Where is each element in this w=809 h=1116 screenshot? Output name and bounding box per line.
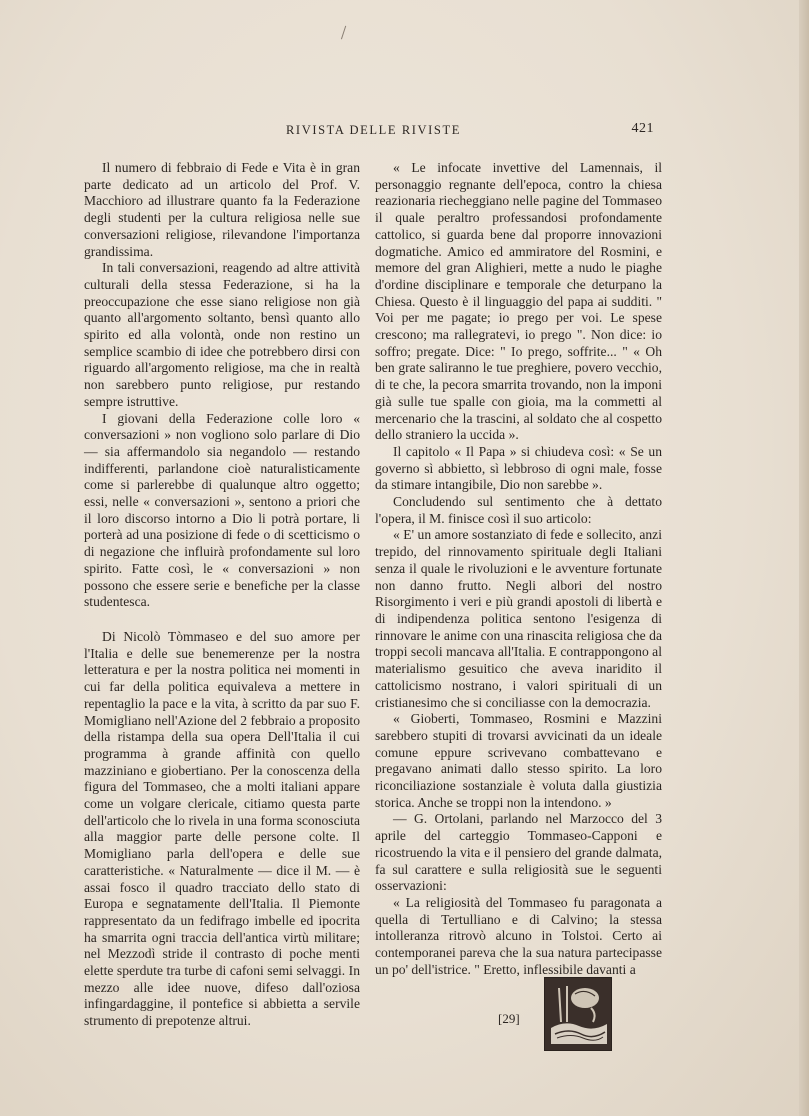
woodcut-vignette — [544, 977, 612, 1051]
left-column — [84, 160, 360, 1030]
signature-number: [29] — [498, 1011, 520, 1026]
paragraph: « E' un amore sostanziato di fede e sollecito, anzi trepido, del rinnovamento spirituale degli Italiani senza il quale le rivoluzioni e le avventure fortunate non danno frutto. Negli albori del nostro Risorgimento i veri e più grandi apostoli di libertà e di indipendenza politica sentono l'esigenza di rinnovare le anime con una rinascita religiosa che da troppi secoli mancava all'Italia. E contrappongono al materialismo gesuitico che aveva inaridito il cattolicismo nostrano, i valori spirituali di un cristianesimo che si conciliasse con la democrazia. — [375, 527, 662, 710]
paragraph: In tali conversazioni, reagendo ad altre attività culturali della stessa Federazione, si ha la preoccupazione che esse siano religiose non già quanto all'argomento soltanto, bensì quanto allo spirito ed alla volontà, onde non restino un semplice scambio di idee che potrebbero dirsi con riguardo all'argomento religiose, ma che in realtà non sarebbero punto religiose, pur restando sempre istruttive. — [84, 260, 360, 409]
woodcut-illustration-icon — [545, 978, 611, 1050]
page-edge — [799, 0, 809, 1116]
paragraph: I giovani della Federazione colle loro « conversazioni » non vogliono solo parlare di Dio — sia affermandolo sia negandolo — restando indifferenti, parlandone cioè naturalisticamente come si parlerebbe di qualunque altro oggetto; essi, nelle « conversazioni », sentono a priori che il loro discorso intorno a Dio li potrà portare, li porterà ad una posizione di fede o di scetticismo o di negazione che influirà profondamente sul loro spirito. Fatte così, le « conversazioni » non possono che essere serie e benefiche per la classe studentesca. — [84, 410, 360, 610]
right-column — [375, 160, 662, 978]
paragraph: Il capitolo « Il Papa » si chiudeva così: « Se un governo sì abbietto, sì lebbroso di ogni male, fosse da stimare intangibile, Dio non sarebbe ». — [375, 443, 662, 493]
paragraph: — G. Ortolani, parlando nel Marzocco del 3 aprile del carteggio Tommaseo-Capponi e ricostruendo la vita e il pensiero del grande dalmata, fa sul carattere e sulla religiosità sue le seguenti osservazioni: — [375, 811, 662, 894]
running-title: RIVISTA DELLE RIVISTE — [286, 123, 461, 137]
paragraph: Il numero di febbraio di Fede e Vita è in gran parte dedicato ad un articolo del Prof. V. Macchioro ad illustrare quanto fa la Federazione degli studenti per la cultura religiosa nelle sue conversazioni religiose, rilevandone l'importanza grandissima. — [84, 160, 360, 259]
paragraph: « La religiosità del Tommaseo fu paragonata a quella di Tertulliano e di Calvino; la stessa intolleranza ritrovò alcuno in Tolstoi. Certo ai contemporanei pareva che la sua natura partecipasse un po' dell'istrice. " Eretto, inflessibile davanti a — [375, 894, 662, 977]
page-number: 421 — [631, 121, 654, 136]
paragraph: « Gioberti, Tommaseo, Rosmini e Mazzini sarebbero stupiti di trovarsi avvicinati da un ideale comune eppure scrivevano combattevano e pregavano animati dallo stesso spirito. La loro riconciliazione sostanziale è voluta dalla giustizia storica. Anche se troppi non la intendono. » — [375, 711, 662, 810]
paragraph: Concludendo sul sentimento che à dettato l'opera, il M. finisce così il suo articolo: — [375, 494, 662, 526]
running-header — [286, 123, 654, 141]
paragraph: Di Nicolò Tòmmaseo e del suo amore per l'Italia e delle sue benemerenze per la nostra letteratura e per la nostra politica nei momenti in cui far della politica equivaleva a mettere in repentaglio la pace e la vita, à scritto da par suo F. Momigliano nell'Azione del 2 febbraio a proposito della ristampa della sua opera Dell'Italia il cui programma à grande affinità con quello mazziniano e giobertiano. Per la conoscenza della figura del Tommaseo, che a molti italiani appare come un volgare clericale, citiamo questa parte dell'articolo che lo rivela in una forma sconosciuta alla maggior parte delle persone colte. Il Momigliano parla dell'opera e delle sue caratteristiche. « Naturalmente — dice il M. — è assai fosco il quadro tracciato dello stato di Europa e segnatamente dell'Italia. Il Piemonte rappresentato da un fedifrago imbelle ed ipocrita ha smarrita ogni traccia dell'antica virtù militare; nel Mezzodì stride il contrasto di poche menti elette sperdute tra turbe di cafoni semi selvaggi. In mezzo alle idee nuove, difeso dall'oziosa infingardaggine, il pontefice si abbietta a servile strumento di prepotenze altrui. — [84, 628, 360, 1029]
paragraph: « Le infocate invettive del Lamennais, il personaggio regnante dell'epoca, contro la chiesa reazionaria riecheggiano nelle pagine del Tommaseo il quale peraltro professandosi profondamente cattolico, si guarda bene dal proporre innovazioni dogmatiche. Amico ed ammiratore del Rosmini, e memore del gran Alighieri, mette a nudo le piaghe d'ordine disciplinare e temporale che deturpano la Chiesa. Questo è il linguaggio del papa ai sudditi. " Voi per me pagate; io prego per voi. Le spese crescono; ma rallegratevi, io prego ". Non dice: io soffro; pregate. Dice: " Io prego, soffrite... " « Oh ben grate saliranno le tue preghiere, povero vecchio, di te che, la pecora smarrita trovando, non la imponi già sulle tue spalle con gioia, ma la commetti al mercenario che la trascini, al soldato che al cospetto dello straniero la uccida ». — [375, 160, 662, 443]
